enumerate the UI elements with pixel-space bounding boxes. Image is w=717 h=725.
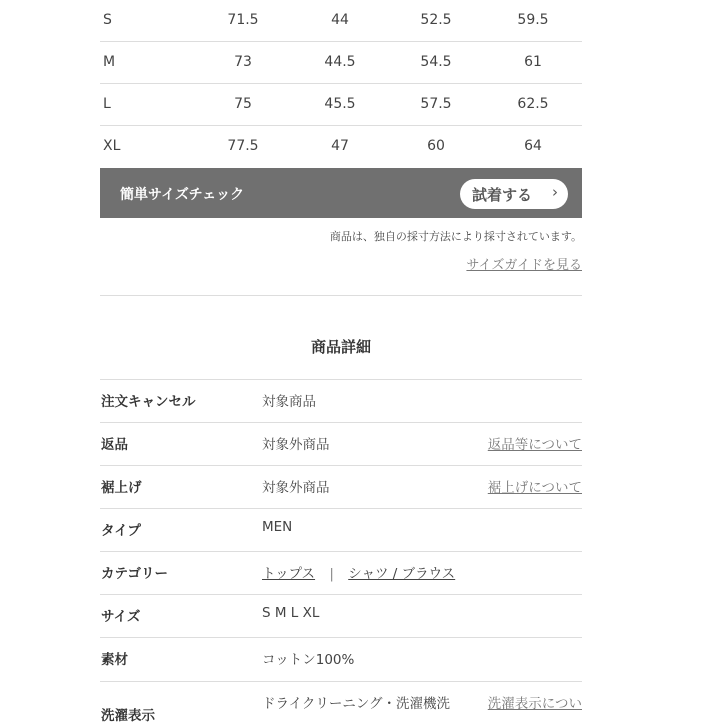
cell: 57.5 — [420, 96, 452, 112]
cell: 45.5 — [324, 96, 356, 112]
cell: 59.5 — [517, 12, 549, 28]
cell: 77.5 — [227, 138, 259, 154]
size-guide-link[interactable]: サイズガイドを見る — [466, 258, 582, 273]
cell: 75 — [234, 96, 252, 112]
divider — [100, 295, 582, 296]
hemming-info-link[interactable]: 裾上げについて — [487, 480, 582, 496]
cell: 62.5 — [517, 96, 549, 112]
cell: 47 — [331, 138, 349, 154]
category-values — [262, 562, 455, 582]
table-row — [100, 0, 582, 42]
detail-row-type — [100, 508, 582, 552]
detail-label: 返品 — [101, 437, 128, 453]
try-on-button[interactable] — [460, 179, 568, 209]
detail-row-material — [100, 637, 582, 681]
try-on-label: 試着する — [472, 186, 533, 204]
return-info-link[interactable]: 返品等について — [487, 437, 582, 453]
detail-row-return — [100, 422, 582, 466]
detail-row-size — [100, 594, 582, 638]
table-row — [100, 126, 582, 168]
cell: 61 — [524, 54, 542, 70]
size-label: S — [103, 12, 112, 28]
care-label-link[interactable]: 洗濯表示につい — [487, 696, 582, 712]
chevron-right-icon: › — [552, 183, 558, 201]
detail-label: 素材 — [101, 652, 128, 668]
detail-row-cancel — [100, 379, 582, 423]
detail-value: コットン100% — [262, 652, 355, 668]
detail-value: S M L XL — [262, 605, 320, 621]
detail-label: サイズ — [101, 609, 141, 625]
cell: 73 — [234, 54, 252, 70]
size-check-banner — [100, 168, 582, 218]
cell: 44.5 — [324, 54, 356, 70]
section-title: 商品詳細 — [310, 338, 371, 356]
detail-label: カテゴリー — [101, 566, 168, 582]
size-label: L — [103, 96, 111, 112]
detail-value: MEN — [262, 519, 293, 535]
detail-row-category — [100, 551, 582, 595]
cell: 52.5 — [420, 12, 452, 28]
detail-value: 対象商品 — [262, 394, 316, 410]
detail-label: タイプ — [101, 523, 141, 539]
detail-value: ドライクリーニング・洗濯機洗 — [262, 696, 451, 712]
detail-label: 注文キャンセル — [101, 394, 196, 410]
category-link-shirts[interactable]: シャツ / ブラウス — [348, 566, 456, 582]
category-link-tops[interactable]: トップス — [262, 566, 316, 582]
detail-row-care — [100, 681, 582, 725]
measurement-note: 商品は、独自の採寸方法により採寸されています。 — [329, 230, 582, 243]
cell: 44 — [331, 12, 349, 28]
cell: 64 — [524, 138, 542, 154]
detail-label: 裾上げ — [101, 480, 142, 496]
table-row — [100, 42, 582, 84]
size-label: XL — [103, 138, 121, 154]
detail-row-hemming — [100, 465, 582, 509]
table-row — [100, 84, 582, 126]
separator: | — [329, 566, 334, 582]
size-check-label: 簡単サイズチェック — [120, 187, 245, 203]
cell: 71.5 — [227, 12, 259, 28]
detail-label: 洗濯表示 — [101, 708, 155, 724]
detail-value: 対象外商品 — [262, 480, 330, 496]
cell: 60 — [427, 138, 445, 154]
cell: 54.5 — [420, 54, 452, 70]
detail-value: 対象外商品 — [262, 437, 330, 453]
size-label: M — [103, 54, 116, 70]
